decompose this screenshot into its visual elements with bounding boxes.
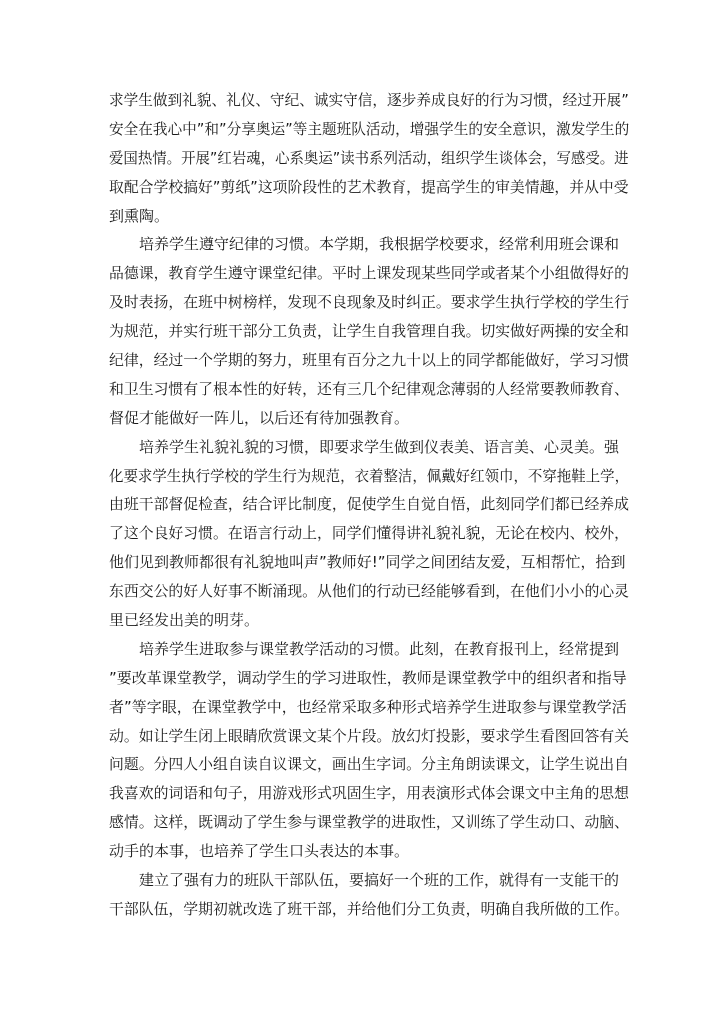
paragraph-line: 我喜欢的词语和句子，用游戏形式巩固生字，用表演形式体会课文中主角的思想 [109,784,630,803]
paragraph-line: 干部队伍，学期初就改选了班干部，并给他们分工负责，明确自我所做的工作。 [109,899,630,918]
paragraph-line: 动手的本事，也培养了学生口头表达的本事。 [109,842,410,861]
paragraph-line: 纪律，经过一个学期的努力，班里有百分之九十以上的同学都能做好，学习习惯 [109,351,630,370]
paragraph-line: 了这个良好习惯。在语言行动上，同学们懂得讲礼貌礼貌，无论在校内、校外， [109,524,630,543]
paragraph-line: 建立了强有力的班队干部队伍，要搞好一个班的工作，就得有一支能干的 [139,871,620,890]
document-body [109,86,629,924]
paragraph-line: 者”等字眼，在课堂教学中，也经常采取多种形式培养学生进取参与课堂教学活 [109,697,627,716]
paragraph [109,433,629,635]
paragraph [109,230,629,432]
paragraph-line: 问题。分四人小组自读自议课文，画出生字词。分主角朗读课文，让学生说出自 [109,755,630,774]
paragraph-line: ”要改革课堂教学，调动学生的学习进取性，教师是课堂教学中的组织者和指导 [109,668,627,687]
paragraph-line: 感情。这样，既调动了学生参与课堂教学的进取性，又训练了学生动口、动脑、 [109,813,630,832]
paragraph-line: 里已经发出美的明芽。 [109,611,260,630]
paragraph-line: 东西交公的好人好事不断涌现。从他们的行动已经能够看到，在他们小小的心灵 [109,582,630,601]
paragraph-line: 到熏陶。 [109,206,170,225]
paragraph-line: 品德课，教育学生遵守课堂纪律。平时上课发现某些同学或者某个小组做得好的 [109,264,630,283]
paragraph-line: 及时表扬，在班中树榜样，发现不良现象及时纠正。要求学生执行学校的学生行 [109,293,630,312]
paragraph-line: 为规范，并实行班干部分工负责，让学生自我管理自我。切实做好两操的安全和 [109,322,630,341]
paragraph-line: 化要求学生执行学校的学生行为规范，衣着整洁，佩戴好红领巾，不穿拖鞋上学， [109,466,630,485]
paragraph-line: 督促才能做好一阵儿，以后还有待加强教育。 [109,408,410,427]
paragraph-line: 安全在我心中”和”分享奥运”等主题班队活动，增强学生的安全意识，激发学生的 [109,119,630,138]
paragraph-line: 动。如让学生闭上眼睛欣赏课文某个片段。放幻灯投影，要求学生看图回答有关 [109,726,630,745]
paragraph-line: 求学生做到礼貌、礼仪、守纪、诚实守信，逐步养成良好的行为习惯，经过开展” [109,91,629,109]
paragraph-line: 由班干部督促检查，结合评比制度，促使学生自觉自悟，此刻同学们都已经养成 [109,495,630,514]
paragraph-line: 培养学生遵守纪律的习惯。本学期，我根据学校要求，经常利用班会课和 [139,235,620,254]
paragraph-line: 取配合学校搞好”剪纸”这项阶段性的艺术教育，提高学生的审美情趣，并从中受 [109,177,629,196]
paragraph-line: 他们见到教师都很有礼貌地叫声”教师好!”同学之间团结友爱，互相帮忙，拾到 [109,553,626,572]
paragraph-line: 培养学生礼貌礼貌的习惯，即要求学生做到仪表美、语言美、心灵美。强 [139,437,620,456]
paragraph-line: 爱国热情。开展”红岩魂，心系奥运”读书系列活动，组织学生谈体会，写感受。进 [109,148,629,167]
paragraph [109,86,629,230]
paragraph [109,635,629,866]
paragraph [109,866,629,924]
paragraph-line: 和卫生习惯有了根本性的好转，还有三几个纪律观念薄弱的人经常要教师教育、 [109,379,630,398]
paragraph-line: 培养学生进取参与课堂教学活动的习惯。此刻，在教育报刊上，经常提到 [139,639,620,658]
